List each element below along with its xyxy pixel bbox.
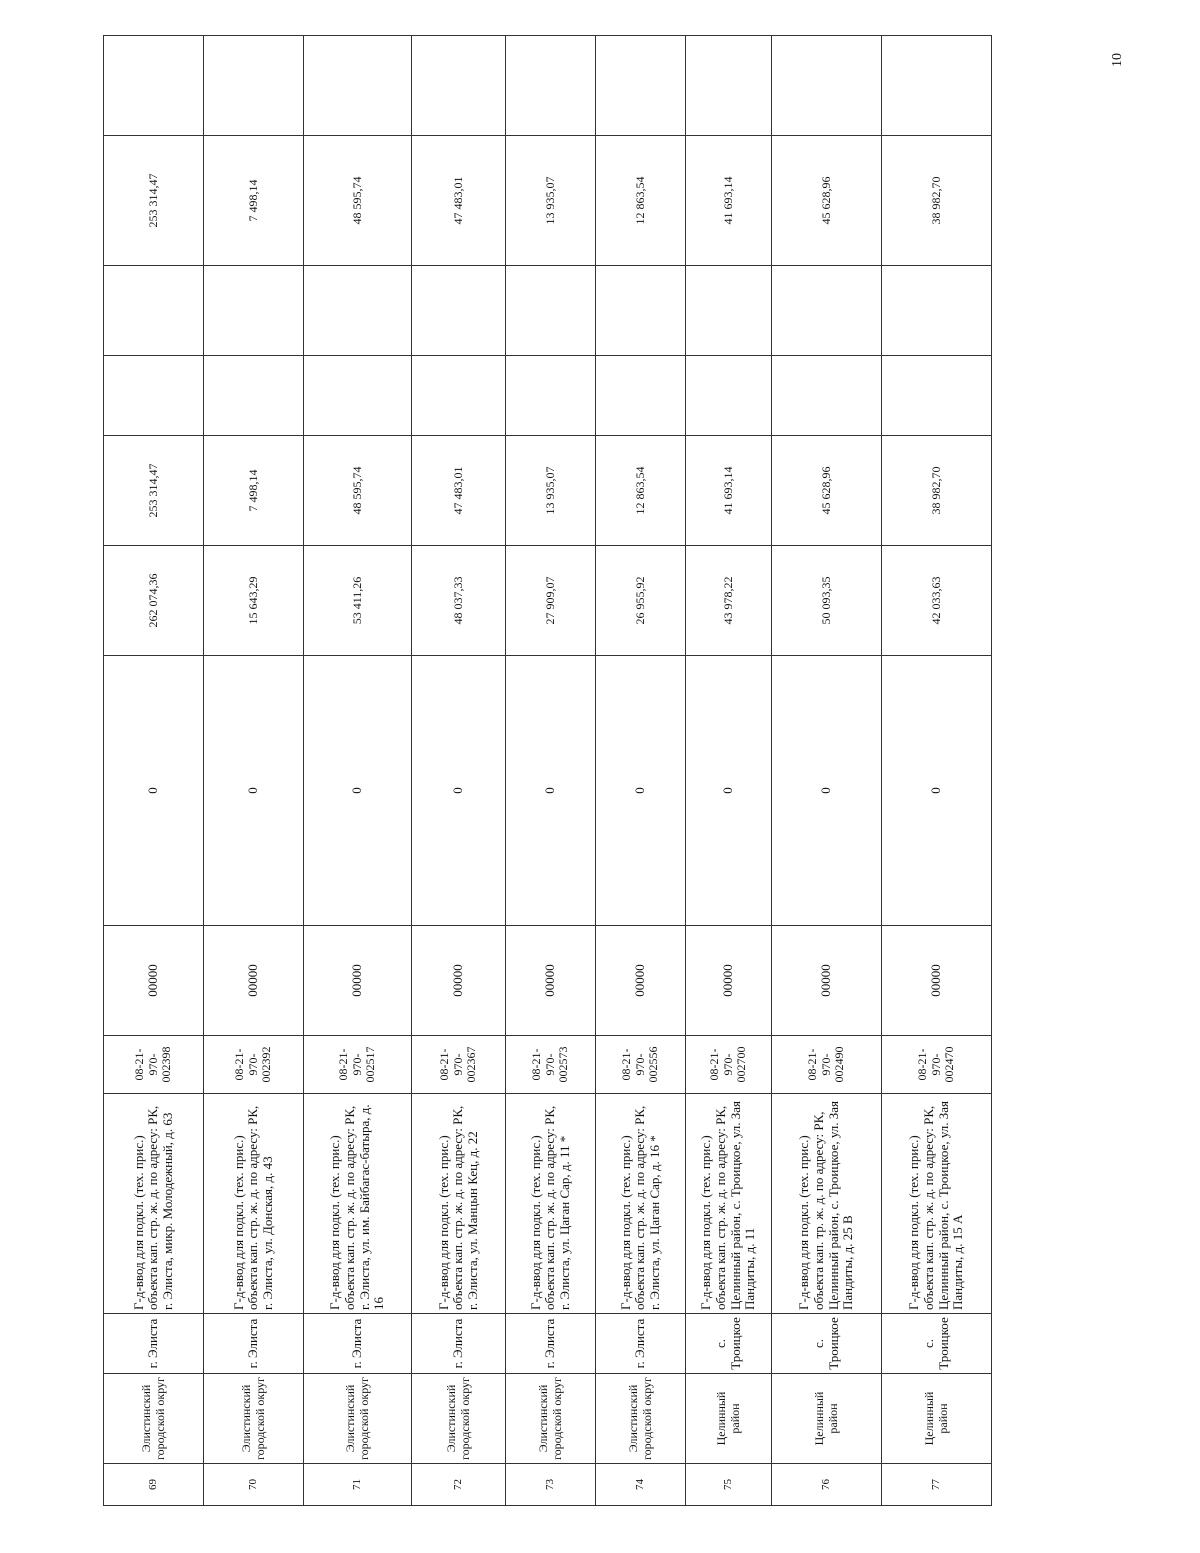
empty-cell [304,266,412,356]
locality-cell: с. Троицкое [772,1314,882,1374]
empty-cell [304,36,412,136]
registry-table-body [104,36,992,1506]
zero-value-cell: 0 [104,656,204,926]
empty-cell [772,356,882,436]
estimated-cost-cell: 27 909,07 [506,546,596,656]
code-cell: 00000 [204,926,304,1036]
row-number: 76 [772,1464,882,1506]
row-number: 71 [304,1464,412,1506]
object-code-cell: 08-21-970-002398 [104,1036,204,1094]
empty-cell [506,356,596,436]
empty-cell [596,266,686,356]
estimated-cost-cell: 48 037,33 [412,546,506,656]
total-cost-cell: 13 935,07 [506,136,596,266]
table-row [686,36,772,1506]
empty-cell [104,36,204,136]
table-row [596,36,686,1506]
actual-cost-cell: 38 982,70 [882,436,992,546]
row-number: 74 [596,1464,686,1506]
municipality-cell: Целинный район [686,1374,772,1464]
object-description-cell: Г-д-ввод для подкл. (тех. прис.) объекта кап. стр. ж. д. по адресу: РК, Целинный район, с. Троицкое, ул. Зая Пандиты, д. 11 [686,1094,772,1314]
estimated-cost-cell: 42 033,63 [882,546,992,656]
page-number: 10 [1110,53,1125,67]
actual-cost-cell: 47 483,01 [412,436,506,546]
code-cell: 00000 [596,926,686,1036]
locality-cell: г. Элиста [204,1314,304,1374]
empty-cell [204,36,304,136]
actual-cost-cell: 45 628,96 [772,436,882,546]
object-description-cell: Г-д-ввод для подкл. (тех. прис.) объекта кап. тр. ж. д. по адресу: РК, Целинный район, с. Троицкое, ул. Зая Пандиты, д. 25 В [772,1094,882,1314]
empty-cell [686,36,772,136]
locality-cell: с. Троицкое [882,1314,992,1374]
empty-cell [506,266,596,356]
zero-value-cell: 0 [412,656,506,926]
object-code-cell: 08-21-970-002573 [506,1036,596,1094]
total-cost-cell: 7 498,14 [204,136,304,266]
row-number: 72 [412,1464,506,1506]
empty-cell [596,356,686,436]
empty-cell [412,36,506,136]
total-cost-cell: 41 693,14 [686,136,772,266]
total-cost-cell: 48 595,74 [304,136,412,266]
municipality-cell: Целинный район [882,1374,992,1464]
locality-cell: г. Элиста [506,1314,596,1374]
empty-cell [304,356,412,436]
code-cell: 00000 [304,926,412,1036]
zero-value-cell: 0 [204,656,304,926]
table-row [506,36,596,1506]
municipality-cell: Элистинский городской округ [412,1374,506,1464]
zero-value-cell: 0 [686,656,772,926]
estimated-cost-cell: 50 093,35 [772,546,882,656]
object-code-cell: 08-21-970-002700 [686,1036,772,1094]
actual-cost-cell: 7 498,14 [204,436,304,546]
table-row [304,36,412,1506]
empty-cell [772,266,882,356]
object-code-cell: 08-21-970-002392 [204,1036,304,1094]
code-cell: 00000 [772,926,882,1036]
empty-cell [506,36,596,136]
object-description-cell: Г-д-ввод для подкл. (тех. прис.) объекта кап. стр. ж. д. по адресу: РК, г. Элиста, ул. Цаган Сар, д. 16 * [596,1094,686,1314]
row-number: 77 [882,1464,992,1506]
total-cost-cell: 45 628,96 [772,136,882,266]
empty-cell [412,356,506,436]
empty-cell [104,356,204,436]
object-code-cell: 08-21-970-002367 [412,1036,506,1094]
row-number: 73 [506,1464,596,1506]
table-row [882,36,992,1506]
table-row [204,36,304,1506]
estimated-cost-cell: 43 978,22 [686,546,772,656]
object-description-cell: Г-д-ввод для подкл. (тех. прис.) объекта кап. стр. ж. д. по адресу: РК, г. Элиста, ул. Манцын Кец, д. 22 [412,1094,506,1314]
object-code-cell: 08-21-970-002490 [772,1036,882,1094]
municipality-cell: Элистинский городской округ [204,1374,304,1464]
empty-cell [412,266,506,356]
actual-cost-cell: 41 693,14 [686,436,772,546]
zero-value-cell: 0 [596,656,686,926]
locality-cell: с. Троицкое [686,1314,772,1374]
municipality-cell: Элистинский городской округ [506,1374,596,1464]
empty-cell [104,266,204,356]
object-description-cell: Г-д-ввод для подкл. (тех. прис.) объекта кап. стр. ж. д. по адресу: РК, г. Элиста, ул. им. Байбагас-батыра, д. 16 [304,1094,412,1314]
object-description-cell: Г-д-ввод для подкл. (тех. прис.) объекта кап. стр. ж. д. по адресу: РК, г. Элиста, микр. Молодежный, д. 63 [104,1094,204,1314]
total-cost-cell: 253 314,47 [104,136,204,266]
empty-cell [686,356,772,436]
row-number: 75 [686,1464,772,1506]
code-cell: 00000 [104,926,204,1036]
locality-cell: г. Элиста [104,1314,204,1374]
code-cell: 00000 [506,926,596,1036]
object-code-cell: 08-21-970-002556 [596,1036,686,1094]
zero-value-cell: 0 [304,656,412,926]
empty-cell [882,266,992,356]
object-description-cell: Г-д-ввод для подкл. (тех. прис.) объекта кап. стр. ж. д. по адресу: РК, г. Элиста, ул. Цаган Сар, д. 11 * [506,1094,596,1314]
municipality-cell: Элистинский городской округ [104,1374,204,1464]
municipality-cell: Элистинский городской округ [596,1374,686,1464]
code-cell: 00000 [686,926,772,1036]
actual-cost-cell: 253 314,47 [104,436,204,546]
actual-cost-cell: 13 935,07 [506,436,596,546]
table-row [104,36,204,1506]
locality-cell: г. Элиста [304,1314,412,1374]
empty-cell [772,36,882,136]
total-cost-cell: 12 863,54 [596,136,686,266]
zero-value-cell: 0 [882,656,992,926]
row-number: 70 [204,1464,304,1506]
estimated-cost-cell: 53 411,26 [304,546,412,656]
object-code-cell: 08-21-970-002517 [304,1036,412,1094]
municipality-cell: Элистинский городской округ [304,1374,412,1464]
table-row [772,36,882,1506]
table-row [412,36,506,1506]
estimated-cost-cell: 26 955,92 [596,546,686,656]
total-cost-cell: 38 982,70 [882,136,992,266]
empty-cell [882,356,992,436]
zero-value-cell: 0 [506,656,596,926]
registry-table-container [103,36,991,1506]
zero-value-cell: 0 [772,656,882,926]
empty-cell [204,266,304,356]
object-code-cell: 08-21-970-002470 [882,1036,992,1094]
estimated-cost-cell: 15 643,29 [204,546,304,656]
empty-cell [686,266,772,356]
locality-cell: г. Элиста [596,1314,686,1374]
row-number: 69 [104,1464,204,1506]
actual-cost-cell: 12 863,54 [596,436,686,546]
empty-cell [596,36,686,136]
object-description-cell: Г-д-ввод для подкл. (тех. прис.) объекта кап. стр. ж. д. по адресу: РК, г. Элиста, ул. Донская, д. 43 [204,1094,304,1314]
municipality-cell: Целинный район [772,1374,882,1464]
estimated-cost-cell: 262 074,36 [104,546,204,656]
registry-table [103,35,992,1506]
total-cost-cell: 47 483,01 [412,136,506,266]
empty-cell [204,356,304,436]
object-description-cell: Г-д-ввод для подкл. (тех. прис.) объекта кап. стр. ж. д. по адресу: РК, Целинный район, с. Троицкое, ул. Зая Пандиты, д. 15 А [882,1094,992,1314]
actual-cost-cell: 48 595,74 [304,436,412,546]
code-cell: 00000 [882,926,992,1036]
code-cell: 00000 [412,926,506,1036]
empty-cell [882,36,992,136]
locality-cell: г. Элиста [412,1314,506,1374]
